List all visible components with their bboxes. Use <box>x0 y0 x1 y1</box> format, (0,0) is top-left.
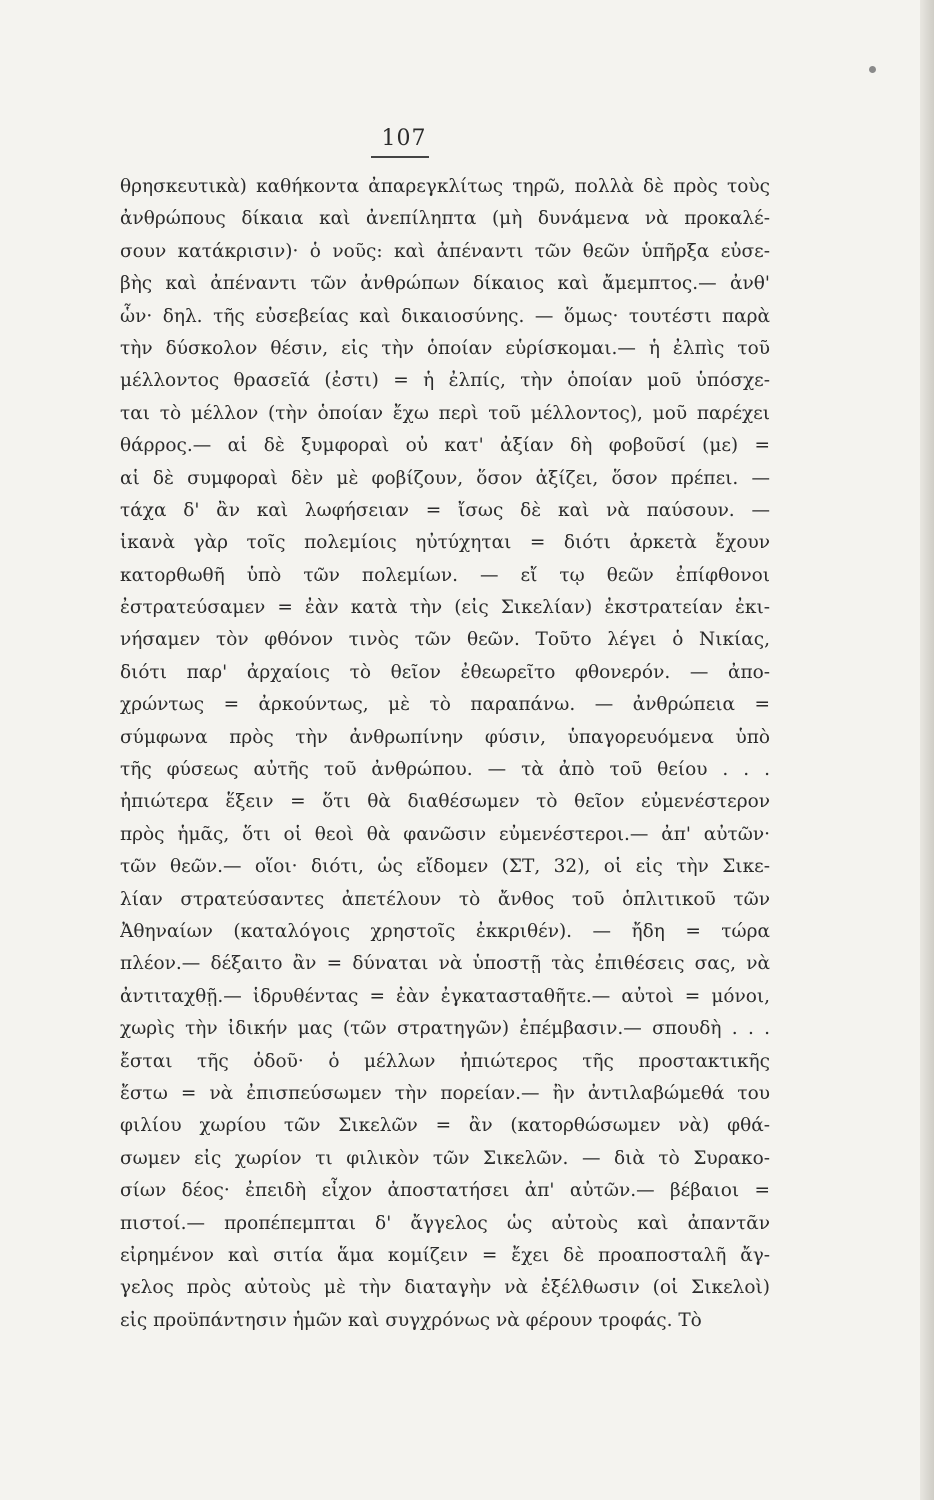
text-line: ἀντιταχθῇ.— ἱδρυθέντας = ἐὰν ἐγκατασταθῆτε.— αὐτοὶ = μόνοι, <box>120 985 770 1007</box>
text-line: γελος πρὸς αὐτοὺς μὲ τὴν διαταγὴν νὰ ἐξέλθωσιν (οἱ Σικελοὶ) <box>120 1277 770 1299</box>
text-line: τῆς φύσεως αὐτῆς τοῦ ἀνθρώπου. — τὰ ἀπὸ τοῦ θείου . . . <box>120 759 770 781</box>
text-line: αἱ δὲ συμφοραὶ δὲν μὲ φοβίζουν, ὅσον ἀξίζει, ὅσον πρέπει. — <box>120 467 770 489</box>
text-line: θρησκευτικὰ) καθήκοντα ἀπαρεγκλίτως τηρῶ, πολλὰ δὲ πρὸς τοὺς <box>120 176 770 197</box>
text-line: τὴν δύσκολον θέσιν, εἰς τὴν ὁποίαν εὑρίσκομαι.— ἡ ἐλπὶς τοῦ <box>120 337 770 359</box>
text-line: Ἀθηναίων (καταλόγοις χρηστοῖς ἐκκριθέν). — ἤδη = τώρα <box>120 920 770 942</box>
text-line: ὧν· δηλ. τῆς εὐσεβείας καὶ δικαιοσύνης. — ὅμως· τουτέστι παρὰ <box>120 305 770 327</box>
text-line: τάχα δ' ἂν καὶ λωφήσειαν = ἴσως δὲ καὶ νὰ παύσουν. — <box>120 499 770 521</box>
page-number: 107 <box>381 126 427 151</box>
text-line: πιστοί.— προπέπεμπται δ' ἄγγελος ὡς αὐτοὺς καὶ ἀπαντᾶν <box>120 1212 770 1234</box>
text-line: νήσαμεν τὸν φθόνον τινὸς τῶν θεῶν. Τοῦτο λέγει ὁ Νικίας, <box>120 629 770 651</box>
text-line: βὴς καὶ ἀπέναντι τῶν ἀνθρώπων δίκαιος καὶ ἄμεμπτος.— ἀνθ' <box>120 273 770 295</box>
page-number-rule <box>371 156 429 158</box>
text-line: λίαν στρατεύσαντες ἀπετέλουν τὸ ἄνθος τοῦ ὁπλιτικοῦ τῶν <box>120 888 770 910</box>
text-line: θάρρος.— αἱ δὲ ξυμφοραὶ οὐ κατ' ἀξίαν δὴ φοβοῦσί (με) = <box>120 435 770 457</box>
ink-dot <box>869 66 876 73</box>
text-line: σύμφωνα πρὸς τὴν ἀνθρωπίνην φύσιν, ὑπαγορευόμενα ὑπὸ <box>120 726 770 748</box>
text-line: ἔσται τῆς ὁδοῦ· ὁ μέλλων ἠπιώτερος τῆς προστακτικῆς <box>120 1050 770 1072</box>
text-line: πλέον.— δέξαιτο ἂν = δύναται νὰ ὑποστῇ τὰς ἐπιθέσεις σας, νὰ <box>120 953 770 975</box>
text-line: ἔστω = νὰ ἐπισπεύσωμεν τὴν πορείαν.— ἢν ἀντιλαβώμεθά του <box>120 1082 770 1104</box>
commentary-text <box>120 171 770 1337</box>
page-edge <box>920 0 934 1500</box>
text-line: χρώντως = ἀρκούντως, μὲ τὸ παραπάνω. — ἀνθρώπεια = <box>120 694 770 716</box>
text-line: ἀνθρώπους δίκαια καὶ ἀνεπίληπτα (μὴ δυνάμενα νὰ προκαλέ- <box>120 208 770 230</box>
text-line: σωμεν εἰς χωρίον τι φιλικὸν τῶν Σικελῶν. — διὰ τὸ Συρακο- <box>120 1147 770 1169</box>
text-line: σουν κατάκρισιν)· ὁ νοῦς: καὶ ἀπέναντι τῶν θεῶν ὑπῆρξα εὐσε- <box>120 240 770 262</box>
text-line: φιλίου χωρίου τῶν Σικελῶν = ἂν (κατορθώσωμεν νὰ) φθά- <box>120 1115 770 1137</box>
text-line: πρὸς ἡμᾶς, ὅτι οἱ θεοὶ θὰ φανῶσιν εὐμενέστεροι.— ἀπ' αὐτῶν· <box>120 823 770 845</box>
text-line: σίων δέος· ἐπειδὴ εἶχον ἀποστατήσει ἀπ' αὐτῶν.— βέβαιοι = <box>120 1180 770 1202</box>
text-line: ἱκανὰ γὰρ τοῖς πολεμίοις ηὐτύχηται = διότι ἀρκετὰ ἔχουν <box>120 532 770 554</box>
text-line: ται τὸ μέλλον (τὴν ὁποίαν ἔχω περὶ τοῦ μέλλοντος), μοῦ παρέχει <box>120 402 770 424</box>
text-line: εἰρημένον καὶ σιτία ἅμα κομίζειν = ἔχει δὲ προαποσταλῆ ἄγ- <box>120 1244 770 1266</box>
text-line: διότι παρ' ἀρχαίοις τὸ θεῖον ἐθεωρεῖτο φθονερόν. — ἀπο- <box>120 661 770 683</box>
text-line: τῶν θεῶν.— οἵοι· διότι, ὡς εἴδομεν (ΣΤ, 32), οἱ εἰς τὴν Σικε- <box>120 856 770 878</box>
text-line: εἰς προϋπάντησιν ἡμῶν καὶ συγχρόνως νὰ φέρουν τροφάς. Τὸ <box>120 1309 702 1331</box>
text-line: μέλλοντος θρασεῖά (ἐστι) = ἡ ἐλπίς, τὴν ὁποίαν μοῦ ὑπόσχε- <box>120 370 770 392</box>
text-line: κατορθωθῆ ὑπὸ τῶν πολεμίων. — εἴ τῳ θεῶν ἐπίφθονοι <box>120 564 770 586</box>
text-line: χωρὶς τὴν ἰδικήν μας (τῶν στρατηγῶν) ἐπέμβασιν.— σπουδὴ . . . <box>120 1018 770 1040</box>
text-line: ἠπιώτερα ἕξειν = ὅτι θὰ διαθέσωμεν τὸ θεῖον εὐμενέστερον <box>120 791 770 813</box>
text-line: ἐστρατεύσαμεν = ἐὰν κατὰ τὴν (εἰς Σικελίαν) ἐκστρατείαν ἐκι- <box>120 597 770 619</box>
